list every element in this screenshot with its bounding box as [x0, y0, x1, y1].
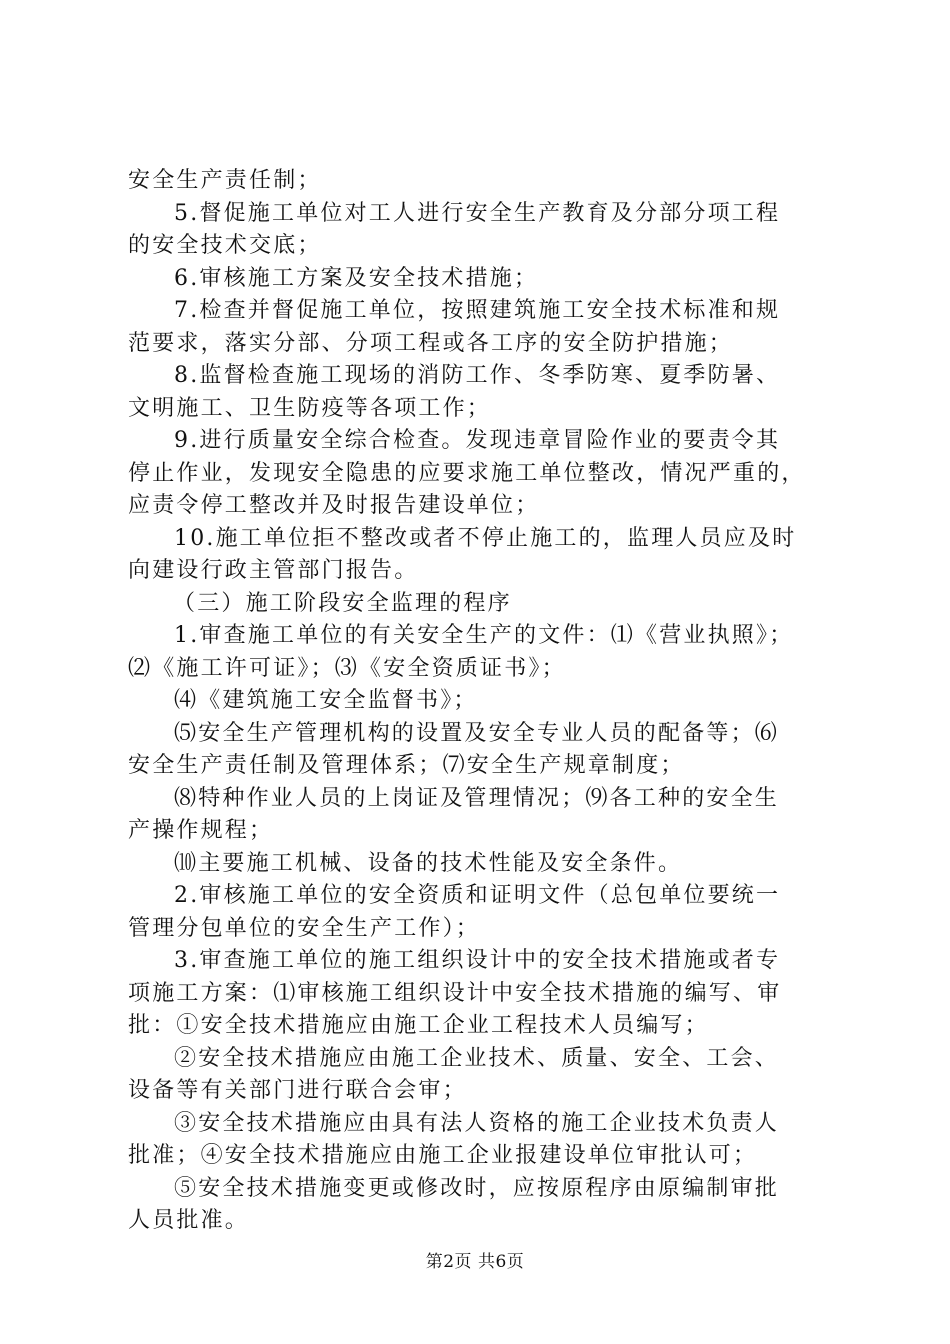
text-line: 5.督促施工单位对工人进行安全生产教育及分部分项工程 — [174, 200, 781, 226]
page-number: 第2页 共6页 — [425, 1252, 525, 1272]
text-line: ⑸安全生产管理机构的设置及安全专业人员的配备等；⑹ — [174, 720, 780, 746]
text-line: 文明施工、卫生防疫等各项工作； — [128, 395, 492, 421]
text-line: 向建设行政主管部门报告。 — [128, 558, 419, 583]
text-line: 9.进行质量安全综合检查。发现违章冒险作业的要责令其 — [174, 428, 781, 453]
text-line: 3.审查施工单位的施工组织设计中的安全技术措施或者专 — [174, 948, 781, 973]
text-line: 管理分包单位的安全生产工作）； — [128, 915, 481, 941]
text-line: 批：①安全技术措施应由施工企业工程技术人员编写； — [128, 1013, 709, 1038]
text-line: 2.审核施工单位的安全资质和证明文件（总包单位要统一 — [174, 883, 781, 908]
text-line: 安全生产责任制； — [128, 168, 322, 193]
section-heading: （三）施工阶段安全监理的程序 — [173, 590, 512, 616]
text-line: 人员批准。 — [128, 1208, 250, 1233]
text-line: 应责令停工整改并及时报告建设单位； — [128, 493, 540, 518]
text-line: 设备等有关部门进行联合会审； — [128, 1078, 467, 1103]
text-line: ⑷《建筑施工安全监督书》； — [174, 688, 478, 713]
text-line: ③安全技术措施应由具有法人资格的施工企业技术负责人 — [174, 1110, 780, 1136]
text-line: ⑽主要施工机械、设备的技术性能及安全条件。 — [174, 850, 683, 876]
text-line: ⑵《施工许可证》；⑶《安全资质证书》； — [128, 655, 566, 681]
text-line: 6.审核施工方案及安全技术措施； — [174, 265, 539, 291]
text-line: 7.检查并督促施工单位，按照建筑施工安全技术标准和规 — [174, 298, 781, 323]
text-line: 的安全技术交底； — [128, 233, 322, 258]
text-line: 停止作业，发现安全隐患的应要求施工单位整改，情况严重的， — [128, 460, 806, 486]
text-line: ⑤安全技术措施变更或修改时，应按原程序由原编制审批 — [174, 1175, 780, 1201]
text-line: 产操作规程； — [128, 818, 274, 843]
text-line: ⑻特种作业人员的上岗证及管理情况；⑼各工种的安全生 — [174, 785, 780, 811]
text-line: 范要求，落实分部、分项工程或各工序的安全防护措施； — [128, 330, 734, 356]
text-line: 项施工方案：⑴审核施工组织设计中安全技术措施的编写、审 — [128, 980, 782, 1006]
text-line: 1.审查施工单位的有关安全生产的文件：⑴《营业执照》； — [174, 623, 794, 648]
text-line: ②安全技术措施应由施工企业技术、质量、安全、工会、 — [174, 1045, 780, 1071]
text-line: 批准；④安全技术措施应由施工企业报建设单位审批认可； — [128, 1143, 758, 1168]
text-line: 10.施工单位拒不整改或者不停止施工的，监理人员应及时 — [174, 525, 797, 551]
document-body — [128, 165, 848, 1238]
text-line: 8.监督检查施工现场的消防工作、冬季防寒、夏季防暑、 — [174, 363, 781, 388]
text-line: 安全生产责任制及管理体系；⑺安全生产规章制度； — [128, 753, 685, 778]
